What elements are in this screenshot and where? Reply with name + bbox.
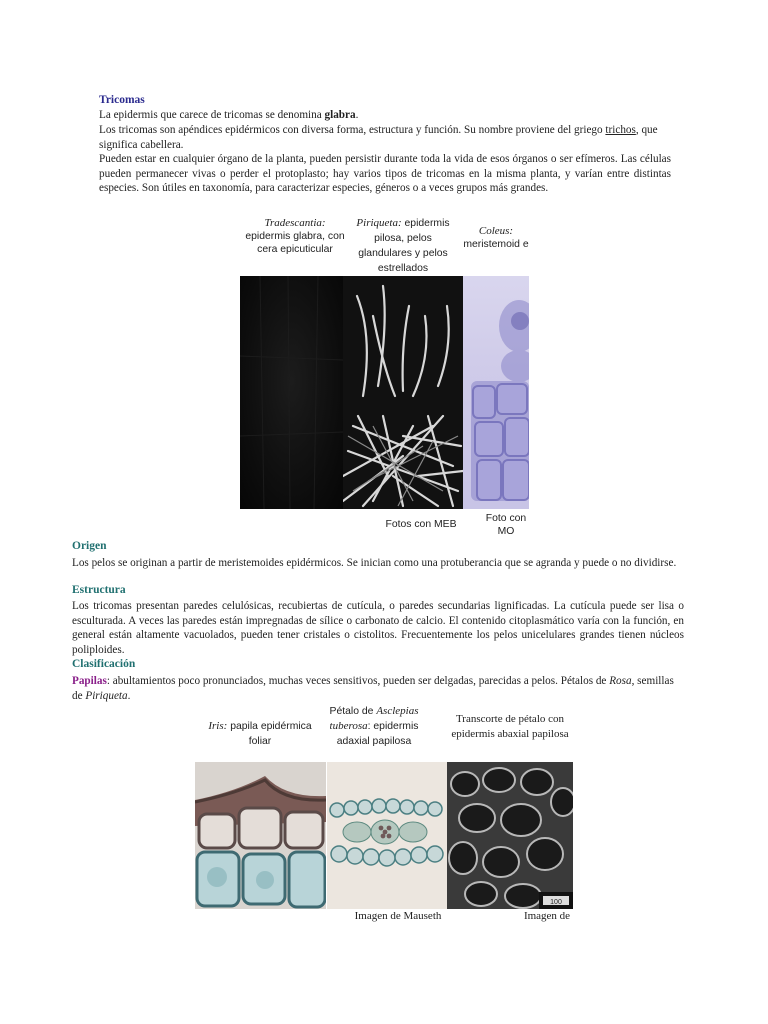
bold-term: glabra (324, 109, 356, 121)
text: , semillas de (72, 675, 674, 702)
caption-italic: Coleus: (478, 225, 514, 237)
photo-texture (343, 276, 463, 509)
paragraph-papilas (72, 674, 684, 703)
caption-italic: Tradescantia: (264, 217, 326, 229)
caption-text: epidermis glabra, con cera epicuticular (245, 231, 345, 256)
section-heading-origen: Origen (72, 540, 107, 552)
underlined-term: trichos (605, 124, 636, 136)
photo-coleus-meristemoid (463, 276, 529, 509)
paragraph-definition (99, 123, 671, 152)
text: , que significa cabellera. (99, 124, 658, 151)
section-heading-estructura: Estructura (72, 584, 126, 596)
figure1-caption-coleus (462, 224, 530, 251)
photo-tradescantia-epidermis (240, 276, 343, 509)
photo-texture (327, 762, 447, 909)
figure2-caption-iris (196, 719, 324, 749)
paragraph-glabra (99, 108, 671, 123)
section-heading-tricomas: Tricomas (99, 94, 145, 106)
text: . (355, 109, 359, 121)
caption-text: Foto con MO (485, 513, 527, 537)
figure2-caption-transcorte: Transcorte de pétalo con epidermis abaxial papilosa (451, 713, 569, 740)
paragraph-estructura: Los tricomas presentan paredes celulósicas, recubiertas de cutícula, o paredes secundarias lignificadas. La cutícula puede ser lisa o esculturada. A veces las paredes están impregnadas de sílice o carbonato de calcio. El contenido citoplasmático varía con la función, en general están altamente vacuolados, pueden tener cristales o cistolitos. Frecuentemente los pelos unicelulares grandes tienen núcleos poliploides. (72, 600, 684, 657)
text: : abultamientos poco pronunciados, muchas veces sensitivos, pueden ser delgadas, parecidas a pelos. Pétalos de (106, 675, 610, 687)
section-heading-clasificacion: Clasificación (72, 658, 136, 670)
caption-text: papila epidérmica foliar (227, 721, 312, 747)
paragraph-description: Pueden estar en cualquier órgano de la planta, pueden persistir durante toda la vida de esos órganos o ser efímeros. Las células pueden permanecer vivas o perder el protoplasto; hay varios tipos de tricomas en la misma planta, y varían entre distintas especies. Son útiles en taxonomía, para caracterizar especies, géneros o a veces grupos más grandes. (99, 153, 671, 195)
paragraph-origen: Los pelos se originan a partir de meristemoides epidérmicos. Se inician como una protuberancia que se agranda y puede o no dividirse. (72, 557, 677, 569)
text: Los tricomas son apéndices epidérmicos con diversa forma, estructura y función. Su nombre proviene del griego (99, 124, 606, 136)
caption-text: Pétalo de (329, 706, 377, 717)
figure1-credit-meb: Fotos con MEB (385, 519, 457, 530)
figure2-credit-imagen-de: Imagen de (523, 910, 571, 922)
photo-piriqueta-trichomes (343, 276, 463, 509)
figure1-caption-tradescantia (244, 216, 346, 257)
caption-text: meristemoid e (463, 239, 529, 250)
figure2-caption-asclepias (326, 704, 422, 749)
photo-transcorte-sem (447, 762, 573, 909)
scale-bar-label: 100 (550, 899, 562, 906)
figure2-credit-mauseth: Imagen de Mauseth (354, 910, 442, 922)
text: La epidermis que carece de tricomas se denomina (99, 109, 325, 121)
caption-text: : epidermis adaxial papilosa (336, 721, 419, 747)
caption-italic: Asclepias tuberosa (329, 705, 419, 732)
caption-text: epidermis pilosa, pelos glandulares y pelos estrellados (358, 218, 450, 274)
photo-texture (240, 276, 343, 509)
term-papilas: Papilas (72, 675, 107, 687)
photo-asclepias-petal (327, 762, 447, 909)
photo-texture (447, 762, 573, 909)
figure1-caption-piriqueta (346, 216, 460, 276)
italic-term: Piriqueta (85, 689, 128, 702)
photo-iris-papilla (195, 762, 326, 909)
photo-texture (195, 762, 326, 909)
caption-italic: Iris: (208, 720, 228, 732)
italic-term: Rosa (609, 675, 632, 687)
text: . (127, 689, 131, 702)
photo-texture (463, 276, 529, 509)
figure1-credit-mo (476, 512, 536, 538)
caption-italic: Piriqueta: (356, 217, 402, 229)
